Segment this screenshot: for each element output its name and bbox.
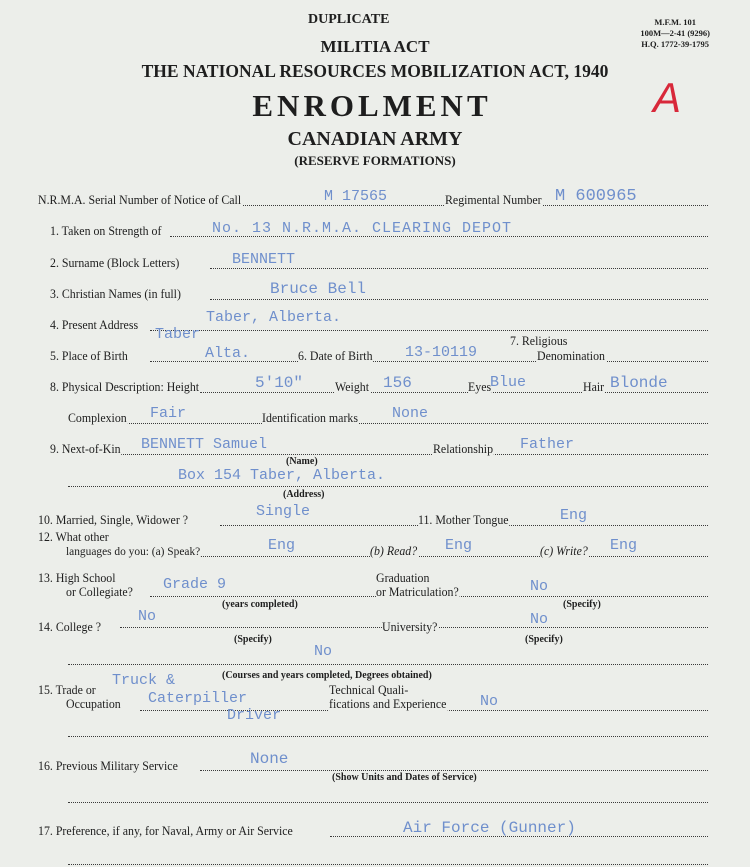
f2-value[interactable]: BENNETT	[232, 251, 296, 268]
hair-value[interactable]: Blonde	[610, 374, 668, 392]
height-value[interactable]: 5'10"	[255, 374, 304, 392]
f16-label: 16. Previous Military Service	[38, 759, 178, 773]
form-code: M.F.M. 101	[654, 17, 697, 27]
f4-label: 4. Present Address	[50, 318, 139, 332]
f1-label: 1. Taken on Strength of	[50, 224, 162, 238]
name-caption: (Name)	[286, 456, 318, 467]
duplicate-stamp: DUPLICATE	[308, 12, 390, 27]
years-caption: (years completed)	[222, 599, 298, 610]
univ-label: University?	[382, 620, 438, 634]
f14-label: 14. College ?	[38, 620, 101, 634]
weight-label: Weight	[335, 380, 370, 394]
red-mark: A	[653, 74, 682, 121]
f8-label: 8. Physical Description: Height	[50, 380, 200, 394]
f9-label: 9. Next-of-Kin	[50, 442, 121, 456]
f9-value[interactable]: BENNETT Samuel	[141, 436, 268, 453]
f17-label: 17. Preference, if any, for Naval, Army or Air Service	[38, 824, 293, 838]
specify-caption: (Specify)	[563, 599, 601, 610]
speak-value[interactable]: Eng	[268, 537, 296, 554]
tech-label-1: Technical Quali-	[329, 683, 409, 697]
serial-label: N.R.M.A. Serial Number of Notice of Call	[38, 193, 242, 207]
weight-value[interactable]: 156	[383, 374, 412, 392]
f5-value-2[interactable]: Alta.	[205, 345, 251, 362]
idmarks-value[interactable]: None	[392, 405, 429, 422]
form-codes	[640, 17, 710, 50]
eyes-label: Eyes	[468, 380, 492, 394]
f6-value[interactable]: 13-10119	[405, 344, 478, 361]
idmarks-label: Identification marks	[262, 411, 358, 425]
write-label: (c) Write?	[540, 544, 588, 558]
specify-caption: (Specify)	[525, 634, 563, 645]
f3-value[interactable]: Bruce Bell	[270, 280, 367, 298]
f2-label: 2. Surname (Block Letters)	[50, 256, 180, 270]
f5-label: 5. Place of Birth	[50, 349, 128, 363]
form-code: 100M—2-41 (9296)	[640, 28, 710, 38]
f5-value-1[interactable]: Taber	[155, 326, 201, 343]
nrma-heading: THE NATIONAL RESOURCES MOBILIZATION ACT, 1940	[141, 61, 609, 81]
address-value[interactable]: Box 154 Taber, Alberta.	[178, 467, 386, 484]
univ-value[interactable]: No	[530, 611, 549, 628]
grad-value[interactable]: No	[530, 578, 549, 595]
regnum-label: Regimental Number	[445, 193, 542, 207]
f11-label: 11. Mother Tongue	[418, 513, 509, 527]
f15-label-1: 15. Trade or	[38, 683, 96, 697]
f16-value[interactable]: None	[250, 750, 289, 768]
specify-caption: (Specify)	[234, 634, 272, 645]
f15-value-1[interactable]: Truck &	[112, 672, 176, 689]
regnum-value[interactable]: M 600965	[555, 187, 637, 206]
grad-label-2: or Matriculation?	[376, 585, 459, 599]
f10-value[interactable]: Single	[256, 503, 311, 520]
form-code: H.Q. 1772-39-1795	[641, 39, 710, 49]
f15-label-2: Occupation	[66, 697, 121, 711]
f3-label: 3. Christian Names (in full)	[50, 287, 181, 301]
serial-value[interactable]: M 17565	[324, 188, 388, 205]
f10-label: 10. Married, Single, Widower ?	[38, 513, 189, 527]
tech-value[interactable]: No	[480, 693, 499, 710]
f4-value[interactable]: Taber, Alberta.	[206, 309, 342, 326]
relationship-label: Relationship	[433, 442, 494, 456]
reserve-formations-heading: (RESERVE FORMATIONS)	[294, 153, 456, 168]
f13-label-1: 13. High School	[38, 571, 116, 585]
f13-value[interactable]: Grade 9	[163, 576, 227, 593]
f14-value[interactable]: No	[138, 608, 157, 625]
read-value[interactable]: Eng	[445, 537, 473, 554]
f17-value[interactable]: Air Force (Gunner)	[403, 819, 576, 837]
f6-label: 6. Date of Birth	[298, 349, 373, 363]
address-caption: (Address)	[283, 489, 325, 500]
grad-label-1: Graduation	[376, 571, 430, 585]
write-value[interactable]: Eng	[610, 537, 638, 554]
canadian-army-heading: CANADIAN ARMY	[287, 128, 463, 150]
militia-act-heading: MILITIA ACT	[320, 37, 430, 56]
read-label: (b) Read?	[370, 544, 418, 558]
tech-label-2: fications and Experience	[329, 697, 447, 711]
courses-caption: (Courses and years completed, Degrees obtained)	[222, 670, 432, 681]
complexion-label: Complexion	[68, 411, 127, 425]
f16-caption: (Show Units and Dates of Service)	[332, 772, 477, 783]
f12-label-2: languages do you: (a) Speak?	[66, 544, 201, 558]
form-title: ENROLMENT	[252, 88, 492, 123]
f13-label-2: or Collegiate?	[66, 585, 133, 599]
f7-label-2: Denomination	[537, 349, 605, 363]
complexion-value[interactable]: Fair	[150, 405, 187, 422]
f1-value[interactable]: No. 13 N.R.M.A. CLEARING DEPOT	[212, 220, 513, 237]
f12-label-1: 12. What other	[38, 530, 109, 544]
f7-label-1: 7. Religious	[510, 334, 568, 348]
f11-value[interactable]: Eng	[560, 507, 588, 524]
courses-value[interactable]: No	[314, 643, 333, 660]
relationship-value[interactable]: Father	[520, 436, 575, 453]
hair-label: Hair	[583, 380, 605, 394]
eyes-value[interactable]: Blue	[490, 374, 527, 391]
f15-value-2[interactable]: Caterpiller	[148, 690, 248, 707]
f15-value-3[interactable]: Driver	[227, 707, 282, 724]
